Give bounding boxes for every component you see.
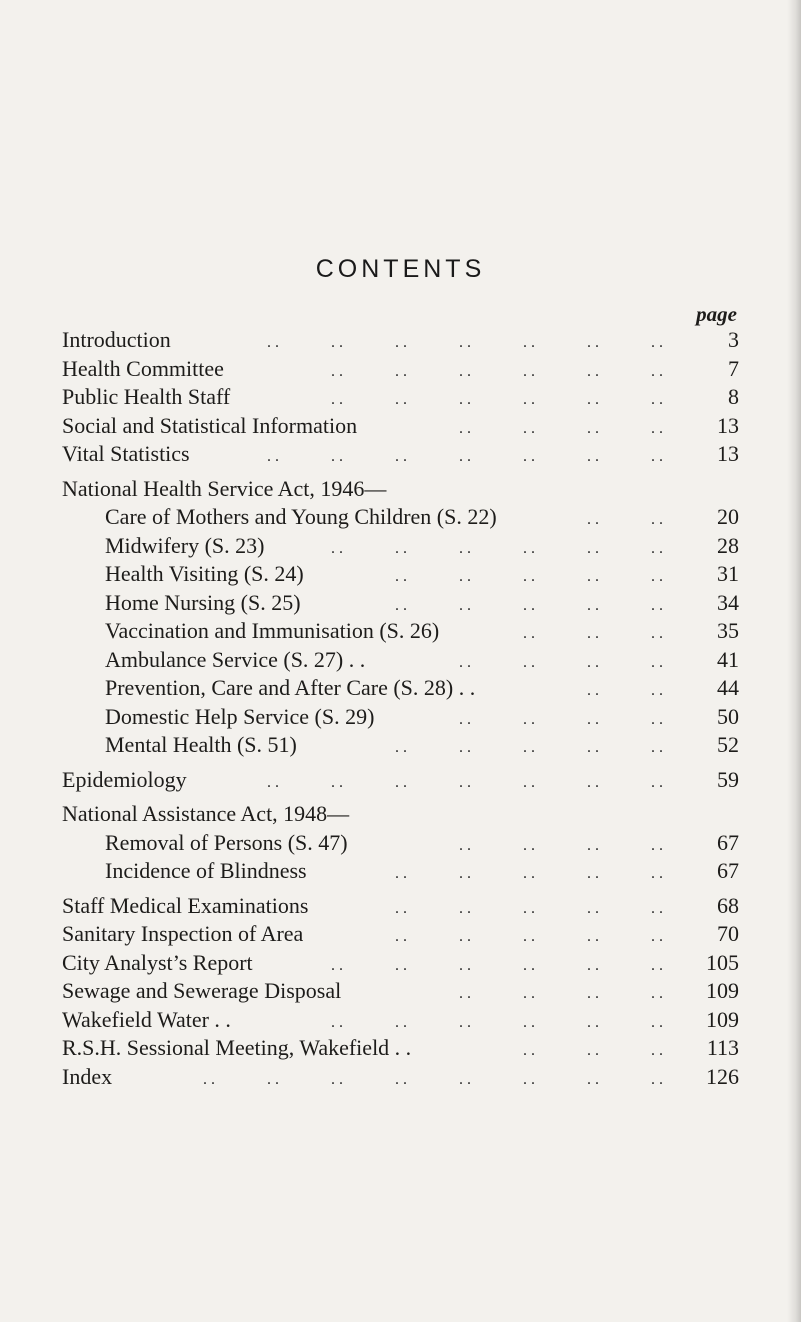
toc-entry-label: Wakefield Water . . (62, 1006, 231, 1032)
toc-entry-label: Health Committee (62, 355, 224, 381)
toc-entry (62, 383, 739, 412)
dot-leader: . . . . . . . . (459, 836, 663, 854)
page-edge-shadow (787, 0, 801, 1322)
dot-leader: . . . . . . (523, 1042, 663, 1059)
toc-entry (62, 892, 739, 921)
toc-entry-label: Vital Statistics (62, 441, 190, 466)
toc-entry-page: 70 (717, 921, 739, 946)
toc-entry (62, 920, 739, 949)
toc-entry-label: Vaccination and Immunisation (S. 26) (105, 618, 440, 643)
dot-leader: . . . . . . . . . . . . (331, 956, 663, 974)
dot-leader: . . . . (587, 682, 663, 699)
toc-entry (62, 731, 739, 760)
toc-entry-page: 20 (717, 504, 739, 529)
toc-entry (62, 412, 739, 441)
toc-entry-page: 13 (717, 412, 739, 438)
toc-entry (62, 355, 739, 384)
toc-entry (62, 475, 739, 504)
toc-entry (62, 589, 739, 618)
toc-entry (62, 560, 739, 589)
toc-entry (62, 703, 739, 732)
toc-entry-label: Public Health Staff (62, 384, 231, 409)
dot-leader: . . . . . . . . . . . . . . (267, 773, 663, 791)
toc-entry-page: 126 (706, 1063, 739, 1089)
toc-entry (62, 532, 739, 561)
toc-entry-label: City Analyst’s Report (62, 949, 253, 975)
dot-leader: . . . . . . (523, 625, 663, 642)
toc-entry-label: National Health Service Act, 1946— (62, 475, 387, 501)
toc-entry-label: National Assistance Act, 1948— (62, 801, 350, 826)
dot-leader: . . . . . . . . (459, 419, 663, 437)
toc-entry-label: R.S.H. Sessional Meeting, Wakefield . . (62, 1035, 412, 1060)
toc-entry-label: Prevention, Care and After Care (S. 28) . . (105, 675, 476, 700)
dot-leader: . . . . . . . . . . . . (331, 1013, 663, 1031)
dot-leader: . . . . . . . . . . (395, 596, 663, 614)
toc-entry-label: Health Visiting (S. 24) (105, 561, 304, 586)
toc-entry-label: Care of Mothers and Young Children (S. 22) (105, 504, 497, 529)
toc-entry-page: 35 (717, 618, 739, 643)
toc-entry-page: 28 (717, 532, 739, 558)
toc-entry (62, 440, 739, 469)
toc-entry (62, 766, 739, 795)
contents-title: CONTENTS (315, 255, 486, 283)
toc-entry-page: 67 (717, 829, 739, 855)
toc-entry (62, 829, 739, 858)
dot-leader: . . . . . . . . . . (395, 865, 663, 882)
dot-leader: . . . . . . . . . . . . (331, 362, 663, 380)
dot-leader: . . . . . . . . . . . . . . (267, 334, 663, 351)
dot-leader: . . . . . . . . . . . . . . . . (203, 1070, 663, 1088)
page-column-heading: page (696, 302, 737, 326)
toc-entry (62, 1034, 739, 1063)
toc-entry-page: 31 (717, 561, 739, 586)
toc-entry-page: 8 (728, 384, 739, 409)
toc-entry-page: 52 (717, 732, 739, 757)
dot-leader: . . . . . . . . . . (395, 899, 663, 917)
toc-entry (62, 800, 739, 829)
toc-entry-label: Sewage and Sewerage Disposal (62, 978, 342, 1003)
toc-entry-label: Mental Health (S. 51) (105, 732, 297, 757)
dot-leader: . . . . . . . . . . (395, 928, 663, 945)
toc-entry-page: 34 (717, 589, 739, 615)
dot-leader: . . . . . . . . . . (395, 568, 663, 585)
toc-entry (62, 674, 739, 703)
toc-entry-label: Sanitary Inspection of Area (62, 921, 304, 946)
toc-entry (62, 977, 739, 1006)
dot-leader: . . . . . . . . (459, 985, 663, 1002)
toc-entry (62, 617, 739, 646)
toc-entry-page: 68 (717, 892, 739, 918)
toc-entry-page: 13 (717, 441, 739, 466)
toc-entry-page: 50 (717, 703, 739, 729)
dot-leader: . . . . . . . . (459, 710, 663, 728)
toc-entry-page: 109 (706, 1006, 739, 1032)
toc-entry-page: 109 (706, 978, 739, 1003)
toc-entry-page: 59 (717, 766, 739, 792)
toc-entry-label: Ambulance Service (S. 27) . . (105, 646, 366, 672)
dot-leader: . . . . . . . . (459, 653, 663, 671)
dot-leader: . . . . . . . . . . . . . . (267, 448, 663, 465)
toc-entry-label: Incidence of Blindness (105, 858, 307, 883)
dot-leader: . . . . . . . . . . . . (331, 539, 663, 557)
toc-entry (62, 326, 739, 355)
toc-entry-page: 44 (717, 675, 739, 700)
toc-entry-page: 67 (717, 858, 739, 883)
toc-entry-label: Staff Medical Examinations (62, 892, 309, 918)
toc-entry (62, 1063, 739, 1092)
toc-entry (62, 503, 739, 532)
dot-leader: . . . . (587, 511, 663, 528)
toc-entry-label: Home Nursing (S. 25) (105, 589, 301, 615)
toc-entry-page: 3 (728, 327, 739, 352)
toc-entry-page: 105 (706, 949, 739, 975)
toc-entry-label: Midwifery (S. 23) (105, 532, 265, 558)
toc-entry-label: Introduction (62, 327, 171, 352)
toc-entry (62, 1006, 739, 1035)
toc-entry-label: Epidemiology (62, 766, 187, 792)
toc-entry-label: Social and Statistical Information (62, 412, 358, 438)
toc-entry (62, 949, 739, 978)
dot-leader: . . . . . . . . . . (395, 739, 663, 756)
toc-entry-page: 7 (728, 355, 739, 381)
dot-leader: . . . . . . . . . . . . (331, 391, 663, 408)
toc-entry (62, 646, 739, 675)
toc-entry (62, 857, 739, 886)
toc-entry-label: Index (62, 1063, 113, 1089)
toc-entry-label: Domestic Help Service (S. 29) (105, 703, 375, 729)
contents-list (62, 326, 739, 1091)
toc-entry-page: 113 (706, 1035, 739, 1060)
toc-entry-label: Removal of Persons (S. 47) (105, 829, 348, 855)
toc-entry-page: 41 (717, 646, 739, 672)
